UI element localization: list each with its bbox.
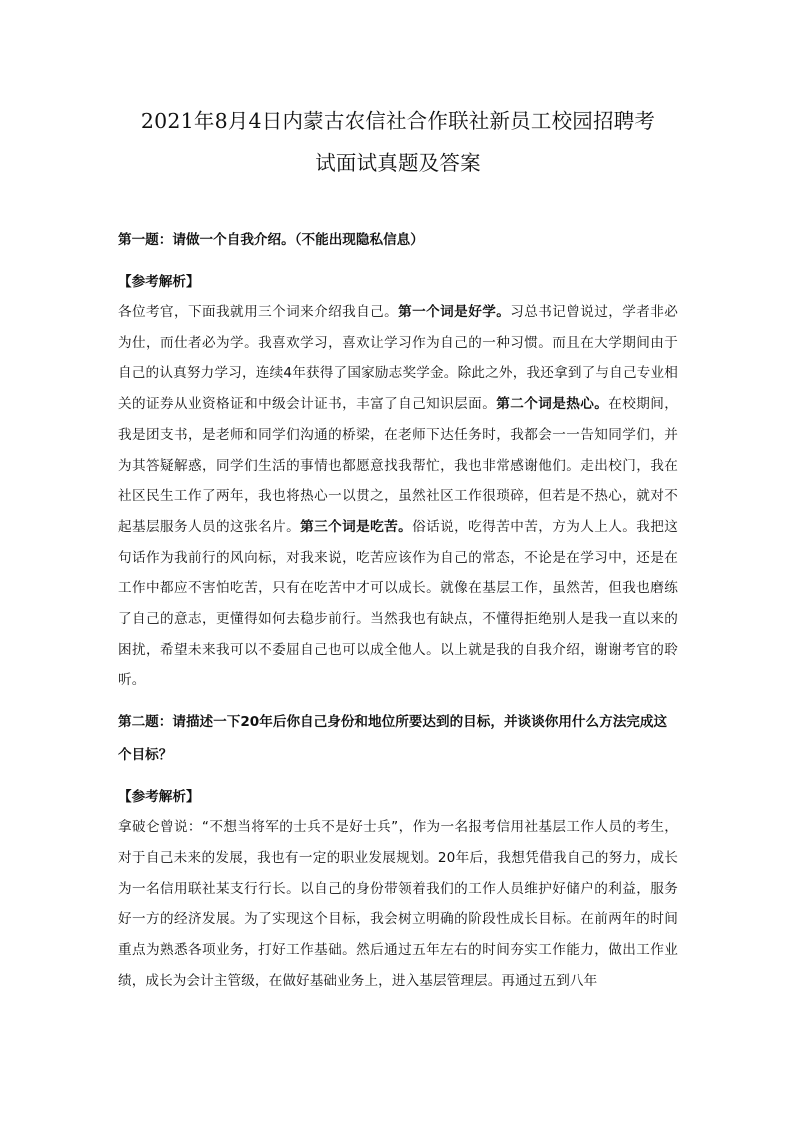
question-2: 第二题：请描述一下20年后你自己身份和地位所要达到的目标，并谈谈你用什么方法完成这个目标？ <box>118 714 668 764</box>
keyword-1: 第一个词是好学。 <box>398 304 511 320</box>
answer-heading-1: 【参考解析】 <box>118 274 200 290</box>
document-page <box>118 0 678 996</box>
keyword-3: 第三个词是吃苦。 <box>300 518 413 535</box>
answer-1-text-4: 俗话说，吃得苦中苦，方为人上人。我把这句话作为我前行的风向标，对我来说，吃苦应该作为自己的常态，不论是在学习中，还是在工作中都应不害怕吃苦，只有在吃苦中才可以成长。就像在基层工作，虽然苦，但我也磨练了自己的意志，更懂得如何去稳步前行。当然我也有缺点，不懂得拒绝别人是我一直以来的困扰，希望未来我可以不委屈自己也可以成全他人。以上就是我的自我介绍，谢谢考官的聆听。 <box>118 518 678 689</box>
answer-1-body <box>118 297 678 696</box>
answer-1-text-1: 各位考官，下面我就用三个词来介绍我自己。 <box>118 304 399 320</box>
title-line-2: 试面试真题及答案 <box>315 151 481 175</box>
keyword-2: 第二个词是热心。 <box>496 396 609 413</box>
document-title <box>118 100 678 184</box>
answer-2-body: 拿破仑曾说：“不想当将军的士兵不是好士兵”，作为一名报考信用社基层工作人员的考生，对于自己未来的发展，我也有一定的职业发展规划。20年后，我想凭借我自己的努力，成长为一名信用联社某支行行长。以自己的身份带领着我们的工作人员维护好储户的利益，服务好一方的经济发展。为了实现这个目标，我会树立明确的阶段性成长目标。在前两年的时间重点为熟悉各项业务，打好工作基础。然后通过五年左右的时间夯实工作能力，做出工作业绩，成长为会计主管级，在做好基础业务上，进入基层管理层。再通过五到八年 <box>118 819 678 989</box>
answer-heading-2: 【参考解析】 <box>118 789 200 806</box>
answer-1-text-2: 习总书记曾说过，学者非必为仕，而仕者必为学。我喜欢学习，喜欢让学习作为自己的一种习惯。而且在大学期间由于自己的认真努力学习，连续4年获得了国家励志奖学金。除此之外，我还拿到了与自己专业相关的证券从业资格证和中级会计证书，丰富了自己知识层面。 <box>118 304 678 413</box>
question-1: 第一题：请做一个自我介绍。（不能出现隐私信息） <box>118 232 424 248</box>
answer-1-text-3: 在校期间，我是团支书，是老师和同学们沟通的桥梁，在老师下达任务时，我都会一一告知同学们，并为其答疑解惑，同学们生活的事情也都愿意找我帮忙，我也非常感谢他们。走出校门，我在社区民生工作了两年，我也将热心一以贯之，虽然社区工作很琐碎，但若是不热心，就对不起基层服务人员的这张名片。 <box>118 396 678 535</box>
title-line-1: 2021年8月4日内蒙古农信社合作联社新员工校园招聘考 <box>140 109 656 133</box>
